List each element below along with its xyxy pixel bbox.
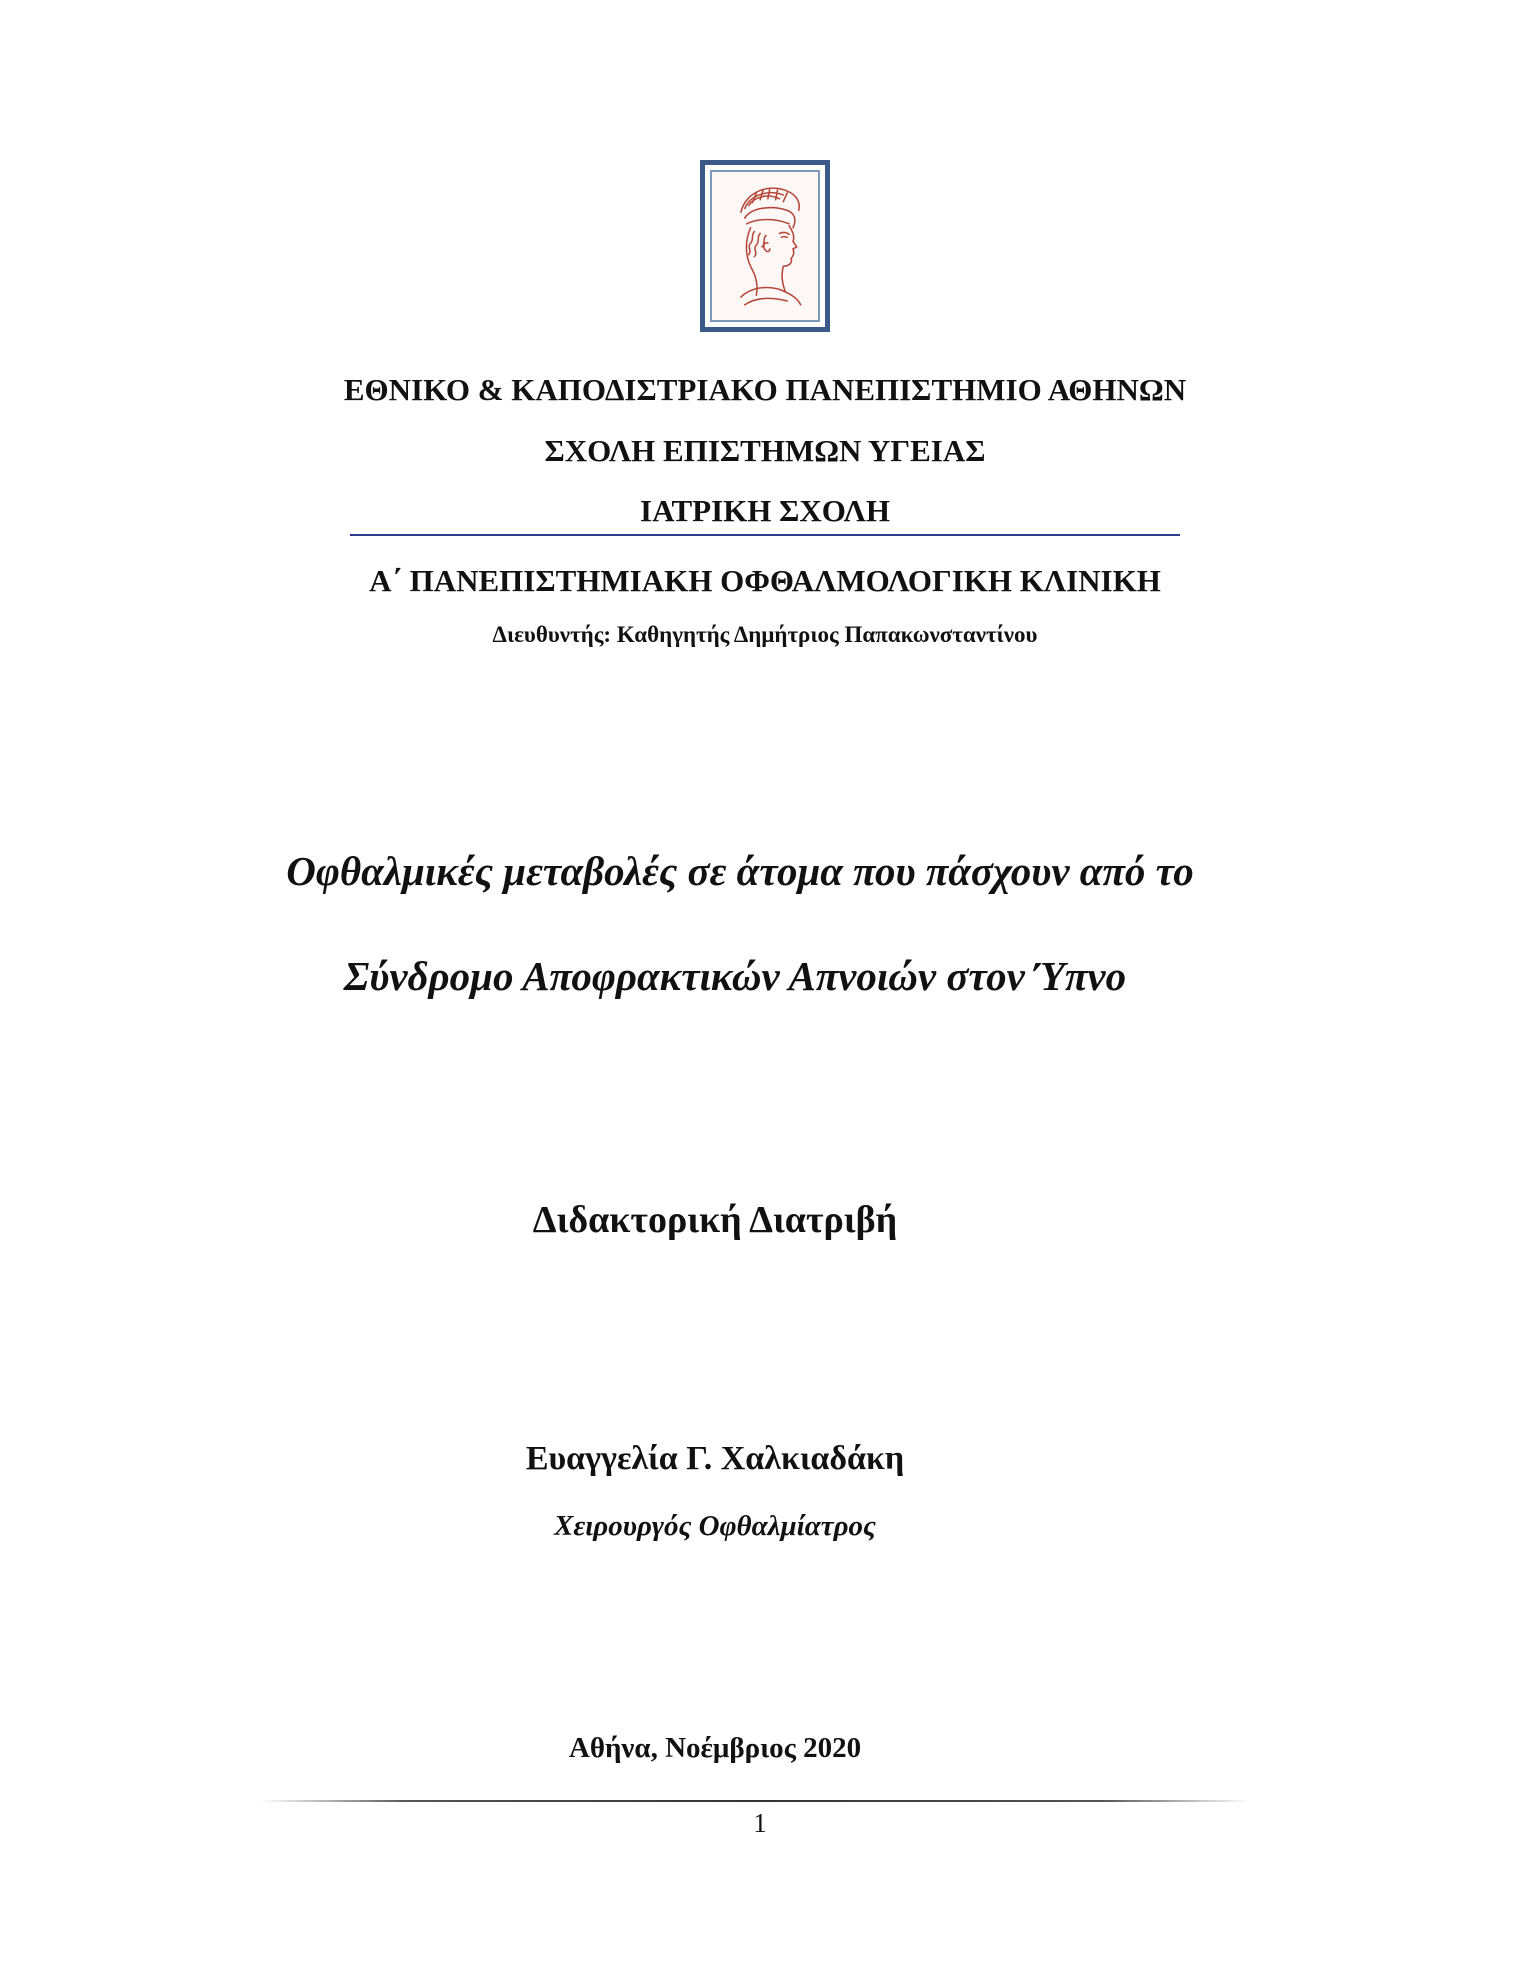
place-and-date: Αθήνα, Νοέμβριος 2020 [568,1732,862,1764]
footer-divider [260,1800,1250,1802]
clinic-name: Α΄ ΠΑΝΕΠΙΣΤΗΜΙΑΚΗ ΟΦΘΑΛΜΟΛΟΓΙΚΗ ΚΛΙΝΙΚΗ [369,563,1161,598]
author-role: Χειρουργός Οφθαλμίατρος [554,1510,876,1542]
page-number: 1 [753,1808,767,1838]
clinic-director: Διευθυντής: Καθηγητής Δημήτριος Παπακωνσταντίνου [492,622,1038,647]
header-divider [350,534,1180,536]
thesis-title-line-2: Σύνδρομο Αποφρακτικών Απνοιών στον Ύπνο [343,953,1127,999]
document-type: Διδακτορική Διατριβή [532,1199,898,1241]
athena-head-seal-icon [710,170,820,322]
medical-school-name: ΙΑΤΡΙΚΗ ΣΧΟΛΗ [640,493,890,528]
school-name: ΣΧΟΛΗ ΕΠΙΣΤΗΜΩΝ ΥΓΕΙΑΣ [544,433,986,468]
university-logo [700,160,830,332]
university-name: ΕΘΝΙΚΟ & ΚΑΠΟΔΙΣΤΡΙΑΚΟ ΠΑΝΕΠΙΣΤΗΜΙΟ ΑΘΗΝΩΝ [343,372,1187,407]
author-name: Ευαγγελία Γ. Χαλκιαδάκη [525,1440,905,1477]
thesis-title-line-1: Οφθαλμικές μεταβολές σε άτομα που πάσχουν από το [286,848,1194,894]
